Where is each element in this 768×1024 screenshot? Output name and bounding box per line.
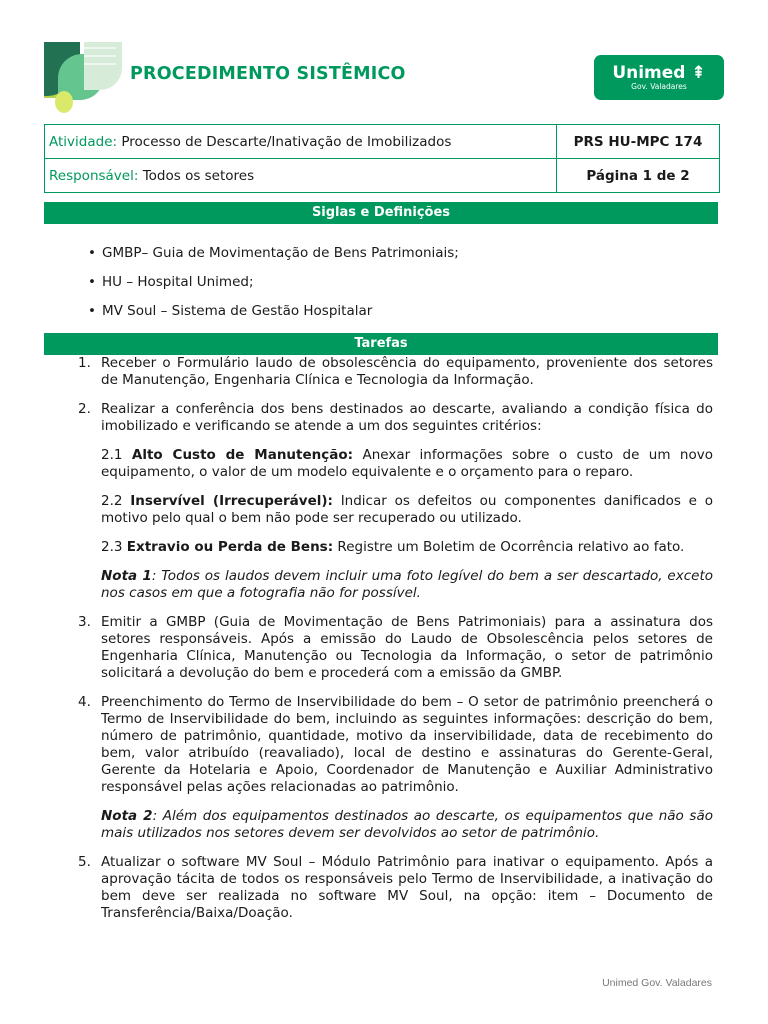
task-item (78, 401, 713, 602)
tasks-section-header: Tarefas (44, 333, 718, 355)
task-number: 4. (78, 694, 91, 710)
responsible-cell (45, 159, 557, 193)
task-item (78, 694, 713, 842)
activity-label: Atividade: (49, 133, 118, 150)
task-item (78, 854, 713, 922)
list-item: • HU – Hospital Unimed; (102, 272, 459, 301)
tasks-list (78, 355, 713, 934)
definitions-list (102, 243, 459, 330)
task-text: Preenchimento do Termo de Inservibilidade do bem – O setor de patrimônio preencherá o Termo de Inservibilidade do bem, incluindo as seguintes informações: descrição do bem, número de patrimônio, quantidade, motivo da inservibilidade, data de recebimento do bem, valor atribuído (reavaliado), local de destino e assinaturas do Gerente-Geral, Gerente da Hotelaria e Apoio, Coordenador de Manutenção e Auxiliar Administrativo responsável pelas ações relacionadas ao patrimônio. (101, 694, 713, 795)
task-number: 1. (78, 355, 91, 371)
list-item: • GMBP– Guia de Movimentação de Bens Patrimoniais; (102, 243, 459, 272)
note-2 (101, 808, 713, 842)
unimed-logo (594, 55, 724, 100)
document-code: PRS HU-MPC 174 (557, 125, 720, 159)
task-text: Realizar a conferência dos bens destinados ao descarte, avaliando a condição física do imobilizado e verificando se atende a um dos seguintes critérios: (101, 401, 713, 434)
footer-text: Unimed Gov. Valadares (602, 977, 712, 989)
document-title: PROCEDIMENTO SISTÊMICO (130, 64, 406, 84)
note-label: Nota 2 (101, 808, 153, 824)
task-text: Atualizar o software MV Soul – Módulo Patrimônio para inativar o equipamento. Após a aprovação tácita de todos os responsáveis pelo Termo de Inservibilidade, a inativação do bem deve ser realizada no software MV Soul, na opção: item – Documento de Transferência/Baixa/Doação. (101, 854, 713, 921)
criterion-number: 2.2 (101, 493, 123, 509)
criterion-item (101, 447, 713, 481)
task-text: Emitir a GMBP (Guia de Movimentação de Bens Patrimoniais) para a assinatura dos setores responsáveis. Após a emissão do Laudo de Obsolescência pelos setores de Engenharia Clínica, Manutenção ou Tecnologia da Informação, o setor de patrimônio solicitará a devolução do bem e procederá com a emissão da GMBP. (101, 614, 713, 681)
responsible-row (45, 159, 720, 193)
criterion-number: 2.1 (101, 447, 123, 463)
unimed-leaf-logo-icon (44, 42, 124, 114)
criterion-title: Inservível (Irrecuperável): (130, 493, 333, 509)
criterion-number: 2.3 (101, 539, 123, 555)
criterion-text: Indicar os defeitos ou componentes danificados e o motivo pelo qual o bem não pode ser recuperado ou utilizado. (101, 493, 713, 526)
task-number: 5. (78, 854, 91, 870)
note-label: Nota 1 (101, 568, 152, 584)
responsible-value: Todos os setores (142, 167, 255, 184)
brand-subtitle: Gov. Valadares (631, 82, 687, 91)
responsible-label: Responsável: (49, 167, 139, 184)
note-text: : Além dos equipamentos destinados ao descarte, os equipamentos que não são mais utilizados nos setores devem ser devolvidos ao setor de patrimônio. (101, 808, 713, 841)
unimed-trees-icon: ⇞ (691, 63, 706, 83)
task-item (78, 614, 713, 682)
document-header (0, 0, 768, 120)
note-1 (101, 568, 713, 602)
task-number: 3. (78, 614, 91, 630)
activity-value: Processo de Descarte/Inativação de Imobilizados (121, 133, 452, 150)
task-item (78, 355, 713, 389)
criterion-title: Alto Custo de Manutenção: (131, 447, 354, 463)
note-text: : Todos os laudos devem incluir uma foto legível do bem a ser descartado, exceto nos casos em que a fotografia não for possível. (101, 568, 713, 601)
definitions-section-header: Siglas e Definições (44, 202, 718, 224)
criterion-item (101, 539, 713, 556)
criterion-text: Anexar informações sobre o custo de um novo equipamento, o valor de um modelo equivalente e o orçamento para o reparo. (101, 447, 713, 480)
document-info-table (44, 124, 720, 193)
criterion-title: Extravio ou Perda de Bens: (126, 539, 334, 555)
task-number: 2. (78, 401, 91, 417)
criterion-text: Registre um Boletim de Ocorrência relativo ao fato. (337, 539, 685, 555)
list-item: • MV Soul – Sistema de Gestão Hospitalar (102, 301, 459, 330)
activity-row (45, 125, 720, 159)
page-number: Página 1 de 2 (557, 159, 720, 193)
criterion-item (101, 493, 713, 527)
activity-cell (45, 125, 557, 159)
brand-name: Unimed ⇞ (612, 63, 706, 83)
task-text: Receber o Formulário laudo de obsolescência do equipamento, proveniente dos setores de Manutenção, Engenharia Clínica e Tecnologia da Informação. (101, 355, 713, 388)
